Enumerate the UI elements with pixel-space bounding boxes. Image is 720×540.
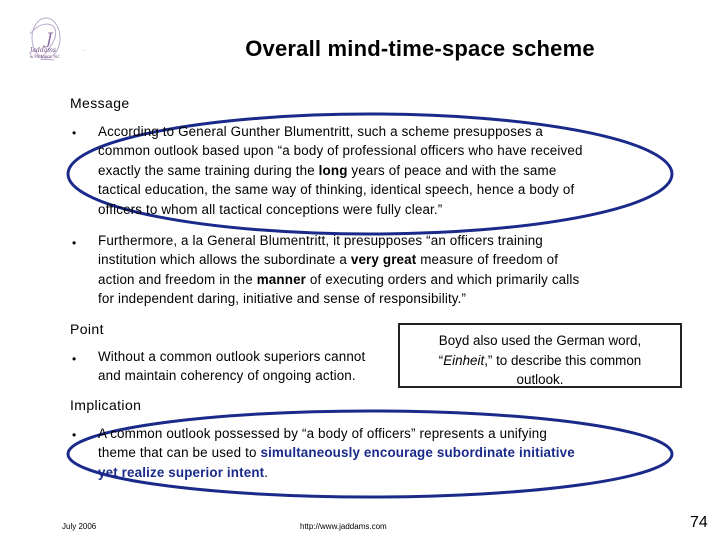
- text-line: [98, 250, 579, 269]
- emphasis: manner: [256, 271, 307, 287]
- page-number: 74: [690, 514, 708, 531]
- emphasis-blue: yet realize superior intent: [98, 464, 265, 480]
- text-line: Without a common outlook superiors cannot: [98, 349, 366, 364]
- text-span: action and freedom in the: [98, 271, 257, 287]
- logo-swirl-icon: [24, 14, 124, 66]
- text-line: tactical education, the same way of thinking, identical speech, hence a body of: [98, 182, 575, 198]
- message-bullet-1: [98, 122, 583, 219]
- logo-name-line2: & Partners, Inc.: [30, 54, 61, 59]
- bullet-icon: •: [72, 126, 77, 140]
- company-logo: [24, 14, 124, 66]
- text-span: .: [264, 464, 269, 480]
- text-line: [400, 351, 680, 371]
- callout-box: [398, 323, 682, 388]
- footer-date: July 2006: [62, 522, 97, 531]
- text-span: ,” to describe this common: [484, 352, 642, 368]
- point-heading: Point: [70, 321, 104, 337]
- text-line: Furthermore, a la General Blumentritt, it presupposes “an officers training: [98, 233, 543, 248]
- text-line: for independent daring, initiative and sense of responsibility.”: [98, 291, 467, 307]
- text-span: years of peace and with the same: [347, 162, 557, 178]
- bullet-icon: •: [72, 236, 77, 250]
- text-line: [98, 443, 575, 462]
- text-line: common outlook based upon “a body of professional officers who have received: [98, 143, 583, 159]
- message-bullet-2: [98, 231, 579, 309]
- point-bullet: [98, 347, 365, 386]
- text-line: [98, 270, 579, 289]
- logo-mark: J: [46, 29, 53, 48]
- implication-heading: Implication: [70, 397, 142, 413]
- bullet-icon: •: [72, 352, 77, 366]
- page-title: Overall mind-time-space scheme: [245, 36, 595, 61]
- text-line: Boyd also used the German word,: [438, 333, 642, 348]
- footer-url[interactable]: http://www.jaddams.com: [300, 522, 387, 531]
- text-span: measure of freedom of: [416, 252, 559, 268]
- implication-bullet: [98, 424, 575, 482]
- emphasis-italic: Einheit: [443, 352, 485, 368]
- text-line: officers to whom all tactical conceptions were fully clear.”: [98, 201, 443, 217]
- text-line: and maintain coherency of ongoing action.: [98, 368, 356, 384]
- emphasis: very great: [350, 252, 417, 268]
- text-span: institution which allows the subordinate a: [98, 252, 351, 268]
- logo-name-line1: Jaddams: [30, 47, 57, 54]
- emphasis: long: [318, 162, 348, 178]
- text-line: [98, 161, 583, 180]
- text-line: outlook.: [516, 372, 564, 387]
- text-line: According to General Gunther Blumentritt, such a scheme presupposes a: [98, 124, 544, 139]
- bullet-icon: •: [72, 428, 77, 442]
- message-heading: Message: [70, 95, 130, 111]
- text-line: [98, 463, 575, 482]
- text-span: theme that can be used to: [98, 445, 261, 461]
- logo-tagline: ...: [82, 47, 86, 52]
- text-line: A common outlook possessed by “a body of officers” represents a unifying: [98, 426, 547, 441]
- text-span: of executing orders and which primarily calls: [306, 271, 580, 287]
- text-span: exactly the same training during the: [98, 162, 319, 178]
- emphasis-blue: simultaneously encourage subordinate initiative: [260, 445, 575, 461]
- text-span: “: [438, 352, 444, 368]
